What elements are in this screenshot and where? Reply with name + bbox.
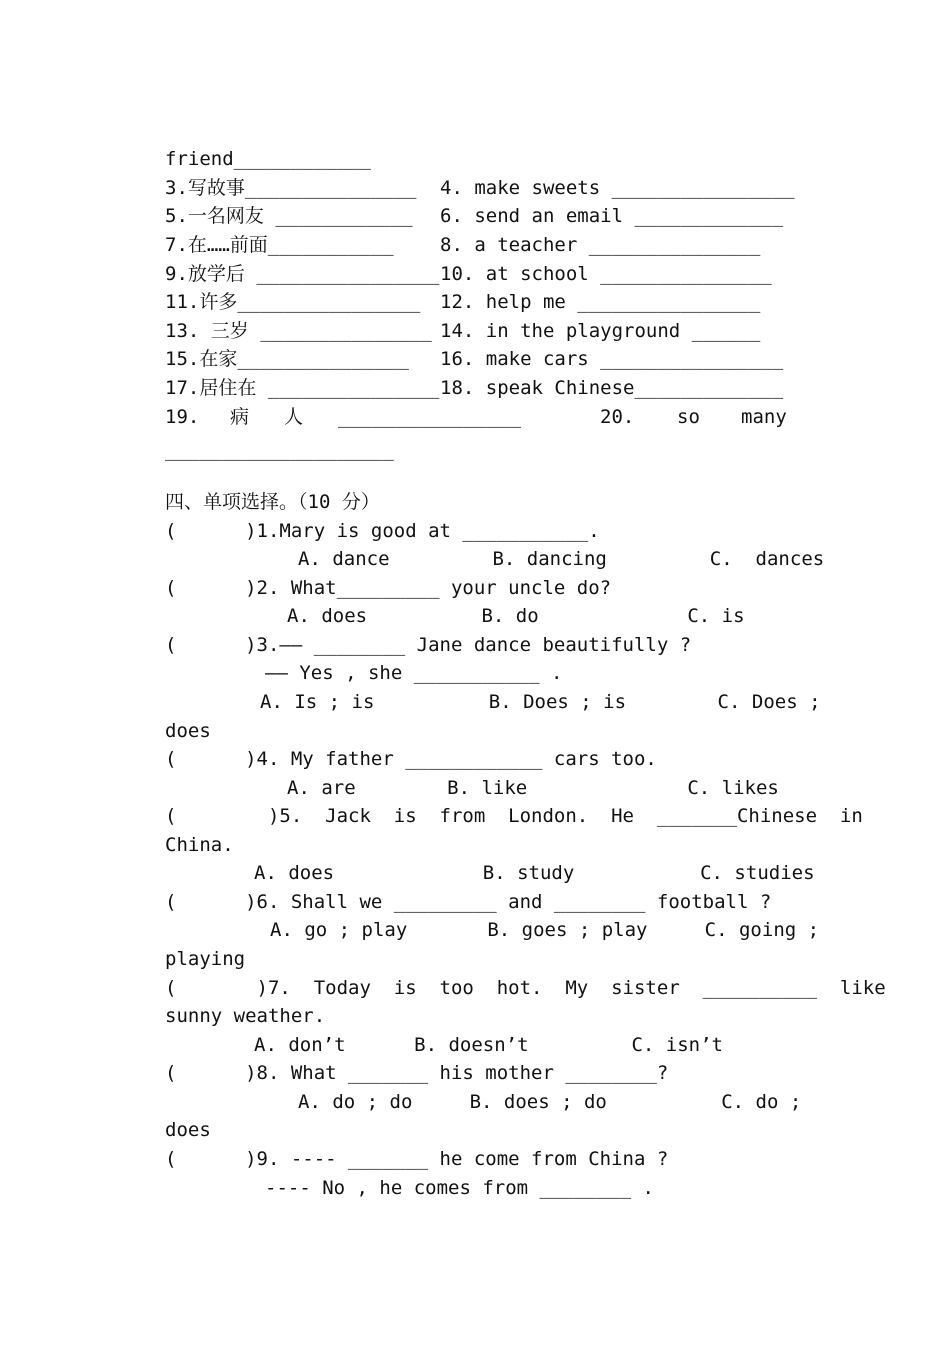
vocab-item-19-blank: ________________ [338, 406, 522, 428]
vocab-item-11: 11.许多________________ [165, 291, 421, 313]
vocab-item-6: 6. send an email _____________ [440, 205, 784, 227]
vocab-item-3: 3.写故事_______________ [165, 177, 417, 199]
vocab-item-4: 4. make sweets ________________ [440, 177, 795, 199]
question-3-options: A. Is ; is B. Does ; is C. Does ; [260, 691, 821, 713]
question-4-options: A. are B. like C. likes [287, 777, 779, 799]
question-6-options-wrap: playing [165, 948, 246, 970]
vocab-item-16: 16. make cars ________________ [440, 348, 784, 370]
vocab-item-20-word-1: so [677, 406, 700, 428]
question-2: ( )2. What_________ your uncle do? [165, 577, 612, 599]
question-9-answer-line: ---- No , he comes from ________ . [265, 1177, 654, 1199]
vocab-item-19-number: 19. [165, 406, 200, 428]
question-3-answer-line: —— Yes , she ___________ . [265, 662, 563, 684]
question-8: ( )8. What _______ his mother ________? [165, 1062, 669, 1084]
vocab-line-friend: friend____________ [165, 148, 371, 170]
question-4: ( )4. My father ____________ cars too. [165, 748, 657, 770]
question-2-options: A. does B. do C. is [287, 605, 745, 627]
question-9: ( )9. ---- _______ he come from China ? [165, 1148, 669, 1170]
vocab-item-15: 15.在家_______________ [165, 348, 409, 370]
vocab-item-14: 14. in the playground ______ [440, 320, 761, 342]
question-6: ( )6. Shall we _________ and ________ football ? [165, 891, 772, 913]
vocab-item-5: 5.一名网友 ____________ [165, 205, 413, 227]
vocab-item-9: 9.放学后 ________________ [165, 263, 440, 285]
vocab-item-13: 13. 三岁 _______________ [165, 320, 432, 342]
vocab-item-19-char-2: 人 [284, 406, 304, 428]
question-7-wrap: sunny weather. [165, 1005, 326, 1027]
question-8-options-wrap: does [165, 1119, 211, 1141]
vocab-item-10: 10. at school _______________ [440, 263, 772, 285]
question-7: ( )7. Today is too hot. My sister __________ like [165, 977, 886, 999]
question-8-options: A. do ; do B. does ; do C. do ; [298, 1091, 802, 1113]
section-heading: 四、单项选择。（10 分） [165, 491, 380, 513]
question-7-options: A. don’t B. doesn’t C. isn’t [254, 1034, 723, 1056]
question-5-wrap: China. [165, 834, 234, 856]
question-3: ( )3.—— ________ Jane dance beautifully ? [165, 634, 692, 656]
question-5-options: A. does B. study C. studies [254, 862, 815, 884]
vocab-item-7: 7.在……前面___________ [165, 234, 394, 256]
vocab-item-19-char-1: 病 [230, 406, 250, 428]
vocab-item-8: 8. a teacher _______________ [440, 234, 761, 256]
question-1: ( )1.Mary is good at ___________. [165, 520, 600, 542]
vocab-item-20-number: 20. [600, 406, 635, 428]
question-1-options: A. dance B. dancing C. dances [298, 548, 825, 570]
question-3-options-wrap: does [165, 720, 211, 742]
question-5: ( )5. Jack is from London. He _______Chinese in [165, 805, 863, 827]
vocab-item-20-blank: ____________________ [165, 439, 394, 461]
vocab-item-20-word-2: many [741, 406, 787, 428]
question-6-options: A. go ; play B. goes ; play C. going ; [270, 919, 820, 941]
vocab-item-17: 17.居住在 _______________ [165, 377, 440, 399]
vocab-item-18: 18. speak Chinese_____________ [440, 377, 784, 399]
vocab-item-12: 12. help me ________________ [440, 291, 761, 313]
